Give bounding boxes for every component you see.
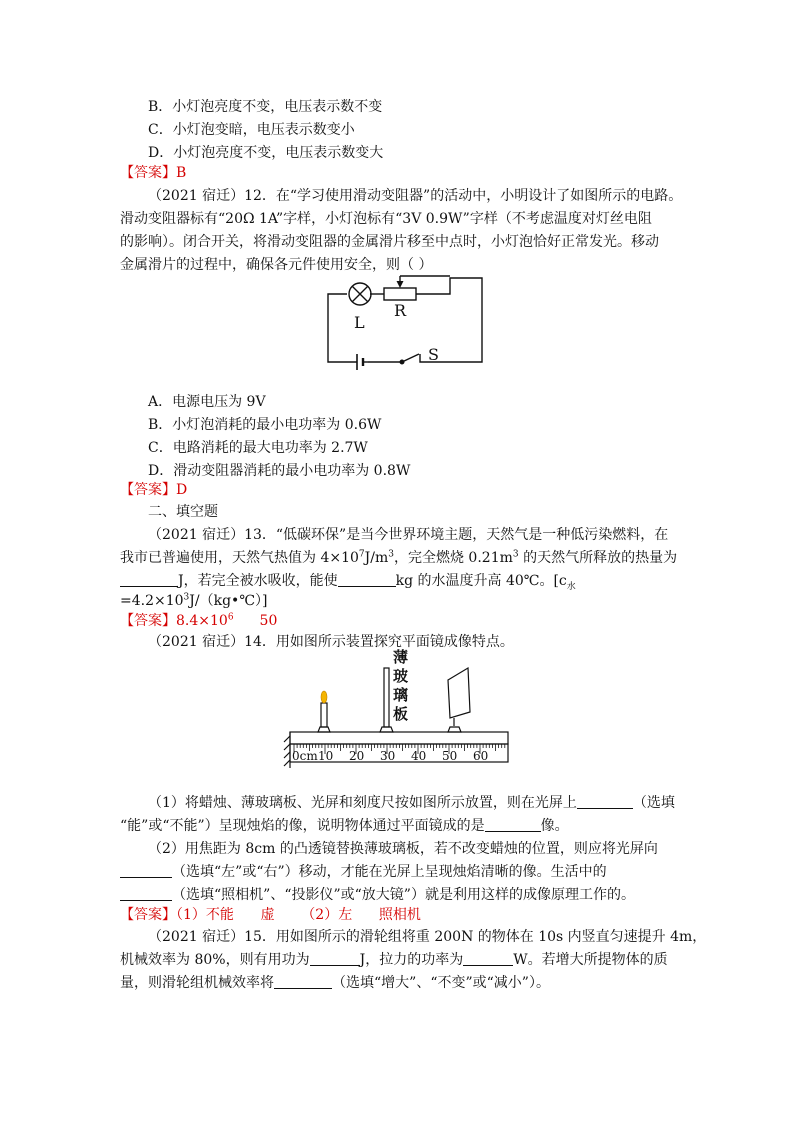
q12-option-c: C．电路消耗的最大电功率为 2.7W: [148, 440, 368, 456]
rheostat-icon: [384, 288, 416, 300]
ruler-label: 60: [473, 749, 489, 763]
answer-blank[interactable]: [310, 951, 360, 966]
flame-icon: [321, 691, 327, 703]
q14-part2-line1: （2）用焦距为 8cm 的凸透镜替换薄玻璃板，若不改变蜡烛的位置，则应将光屏向: [148, 841, 658, 857]
q12-option-a: A．电源电压为 9V: [148, 394, 266, 410]
answer-blank[interactable]: [120, 572, 178, 587]
q13-answer: 【答案】$8.4\times 10^6$ 50: [120, 612, 278, 629]
section-heading: 二、填空题: [148, 504, 218, 520]
q12-option-b: B．小灯泡消耗的最小电功率为 0.6W: [148, 417, 382, 433]
q11-option-d: D．小灯泡亮度不变，电压表示数变大: [148, 145, 384, 161]
answer-label: 【答案】: [120, 165, 176, 181]
ruler-label: 50: [442, 749, 458, 763]
answer-blank[interactable]: [338, 572, 396, 587]
q12-text-line1: （2021 宿迁）12．在“学习使用滑动变阻器”的活动中，小明设计了如图所示的电路。: [148, 188, 683, 204]
q15-text-line2: 机械效率为 80%，则有用功为 J，拉力的功率为 W。若增大所提物体的质: [120, 952, 668, 968]
ruler-label: 40: [411, 749, 427, 763]
screen-icon: [448, 668, 470, 718]
q12-text-line4: 金属滑片的过程中，确保各元件使用安全，则（ ）: [120, 257, 433, 273]
q12-text-line2: 滑动变阻器标有“20Ω 1A”字样，小灯泡标有“3V 0.9W”字样（不考虑温度对灯丝电阻: [120, 211, 652, 227]
plate-label-char: 薄: [393, 648, 409, 666]
q15-text-line3: 量，则滑轮组机械效率将 （选填“增大”、“不变”或“减小”）。: [120, 975, 550, 991]
q13-text-line1: （2021 宿迁）13．“低碳环保”是当今世界环境主题，天然气是一种低污染燃料，在: [148, 527, 669, 543]
q11-option-c: C．小灯泡变暗，电压表示数变小: [148, 122, 355, 138]
ruler-label: 30: [380, 749, 396, 763]
q12-option-d: D．滑动变阻器消耗的最小电功率为 0.8W: [148, 463, 411, 479]
q11-answer: [120, 163, 186, 183]
q14-answer: 【答案】（1）不能 虚 （2）左 照相机: [120, 907, 421, 923]
q13-text-line4: $=4.2\times 10^3J/(kg•℃)$]: [120, 592, 268, 609]
ruler-label: 0cm: [292, 749, 318, 763]
q14-part1-line2: “能”或“不能”）呈现烛焰的像，说明物体通过平面镜成的是 像。: [120, 818, 569, 834]
answer-blank[interactable]: [274, 974, 332, 989]
plate-label-char: 板: [393, 705, 409, 723]
q14-apparatus-figure: [278, 648, 518, 770]
plate-label-char: 玻: [393, 667, 409, 685]
answer-blank[interactable]: [577, 794, 633, 809]
q14-part2-line2: （选填“左”或“右”）移动，才能在光屏上呈现烛焰清晰的像。生活中的: [120, 862, 607, 882]
answer-label: 【答案】: [120, 482, 176, 498]
q12-text-line3: 的影响）。闭合开关，将滑动变阻器的金属滑片移至中点时，小灯泡恰好正常发光。移动: [120, 234, 659, 250]
answer-value: B: [176, 165, 187, 181]
lamp-label: L: [354, 313, 365, 332]
q14-part2-line3: （选填“照相机”、“投影仪”或“放大镜”）就是利用这样的成像原理工作的。: [120, 885, 635, 905]
plate-label-char: 璃: [393, 686, 409, 704]
rheostat-label: R: [394, 301, 407, 320]
answer-blank[interactable]: [463, 951, 513, 966]
answer-blank[interactable]: [485, 817, 541, 832]
q11-option-b: B．小灯泡亮度不变，电压表示数不变: [148, 99, 383, 115]
answer-blank[interactable]: [120, 863, 172, 878]
q13-text-line3: J，若完全被水吸收，能使 kg 的水温度升高 40℃。[$c_水$: [120, 571, 576, 591]
q14-part1-line1: （1）将蜡烛、薄玻璃板、光屏和刻度尺按如图所示放置，则在光屏上 （选填: [148, 795, 675, 811]
q12-answer: [120, 480, 187, 500]
candle-icon: [321, 703, 327, 727]
glass-plate-icon: [384, 668, 389, 727]
ruler-label: 10: [318, 749, 334, 763]
switch-label: S: [428, 345, 439, 364]
ruler-label: 20: [349, 749, 365, 763]
q14-text-line1: （2021 宿迁）14．用如图所示装置探究平面镜成像特点。: [148, 634, 514, 650]
q13-text-line2: 我市已普遍使用，天然气热值为 $4\times 10^7J/m^3$，完全燃烧 $0.21m^3$ 的天然气所释放的热量为: [120, 549, 678, 566]
q12-circuit-diagram: [320, 270, 490, 375]
q15-text-line1: （2021 宿迁）15．用如图所示的滑轮组将重 200N 的物体在 10s 内竖直匀速提升 4m，: [148, 929, 707, 945]
answer-value: D: [176, 482, 188, 498]
answer-blank[interactable]: [120, 886, 172, 901]
